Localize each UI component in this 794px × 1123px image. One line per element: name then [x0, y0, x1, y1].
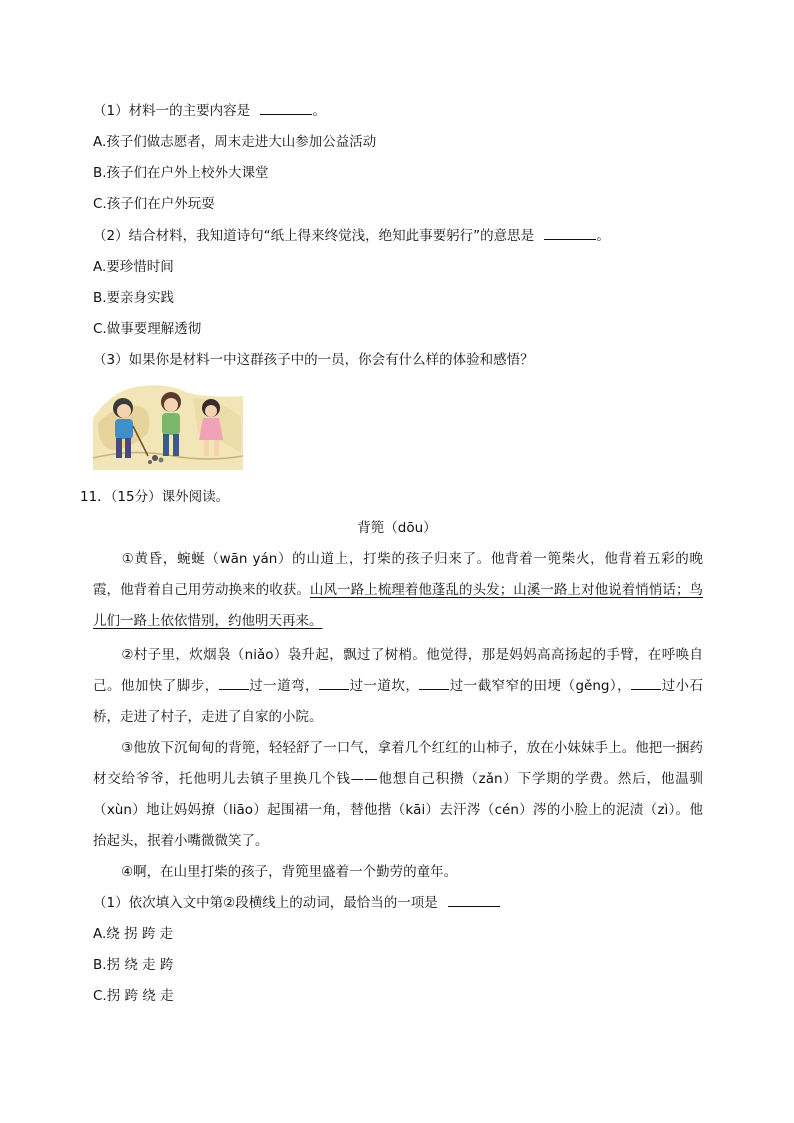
q10-sub2-option-a: A.要珍惜时间: [93, 259, 174, 275]
paragraph-2-text-a: ②村子里，炊烟袅（niǎo）袅升起，飘过了树梢。他觉得，那是妈妈高高扬起的手臂，在呼唤自己。他加快了脚步，: [93, 647, 703, 694]
q11-sub1-option-a: A.绕 拐 跨 走: [93, 926, 174, 942]
passage-paragraph-4: [93, 857, 703, 888]
q11-header: 11．（15分）课外阅读。: [80, 489, 230, 505]
q10-sub2-option-c: C.做事要理解透彻: [93, 321, 202, 337]
verb-blank-4[interactable]: [631, 689, 661, 690]
paragraph-4-text: ④啊，在山里打柴的孩子，背篼里盛着一个勤劳的童年。: [121, 864, 458, 880]
q10-sub2-option-b: B.要亲身实践: [93, 290, 175, 306]
q10-sub1-label: （1）材料一的主要内容是: [93, 103, 251, 119]
passage-title: 背篼（dōu）: [357, 520, 437, 536]
paragraph-2-text-b: 过一道弯，: [248, 678, 319, 694]
q10-sub1-option-c: C.孩子们在户外玩耍: [93, 196, 215, 212]
underlined-sentence: 山风一路上梳理着他蓬乱的头发；山溪一路上对他说着悄悄话；鸟儿们一路上依依惜别，约他明天再来。: [93, 582, 704, 629]
answer-blank[interactable]: [544, 239, 596, 240]
verb-blank-2[interactable]: [319, 689, 349, 690]
paragraph-2-text-e: 过小石桥，走进了村子，走进了自家的小院。: [93, 678, 704, 725]
answer-blank[interactable]: [260, 114, 312, 115]
q10-sub1-end: 。: [312, 103, 326, 119]
passage-paragraph-2: [93, 640, 703, 733]
q10-sub2-end: 。: [596, 228, 610, 244]
paragraph-2-text-d: 过一截窄窄的田埂（gěng），: [449, 678, 632, 694]
q10-sub3: （3）如果你是材料一中这群孩子中的一员，你会有什么样的体验和感悟？: [93, 352, 534, 368]
q10-sub1: [93, 101, 326, 121]
paragraph-2-text-c: 过一道坎，: [349, 678, 420, 694]
q10-sub2-label: （2）结合材料，我知道诗句“纸上得来终觉浅，绝知此事要躬行”的意思是: [93, 228, 535, 244]
children-hiking-illustration: [93, 378, 243, 470]
q10-sub1-option-b: B.孩子们在户外上校外大课堂: [93, 165, 269, 181]
answer-blank[interactable]: [448, 906, 500, 907]
q10-sub1-option-a: A.孩子们做志愿者，周末走进大山参加公益活动: [93, 134, 377, 150]
passage-paragraph-1: [93, 544, 703, 637]
verb-blank-1[interactable]: [219, 689, 249, 690]
passage-paragraph-3: [93, 733, 703, 857]
q10-sub2: [93, 226, 610, 246]
paragraph-3-text: ③他放下沉甸甸的背篼，轻轻舒了一口气，拿着几个红红的山柿子，放在小妹妹手上。他把一捆药材交给爷爷，托他明儿去镇子里换几个钱——他想自己积攒（zǎn）下学期的学费。然后，他温驯（xùn）地让妈妈撩（liāo）起围裙一角，替他揩（kāi）去汗涔（cén）涔的小脸上的泥渍（zì）。他抬起头，抿着小嘴微微笑了。: [93, 740, 703, 849]
q11-sub1-option-b: B.拐 绕 走 跨: [93, 957, 174, 973]
q11-sub1: [93, 893, 500, 913]
paragraph-1-text: ①黄昏，蜿蜒（wān yán）的山道上，打柴的孩子归来了。他背着一篼柴火，他背着五彩的晚霞，他背着自己用劳动换来的收获。: [93, 551, 703, 598]
q11-sub1-label: （1）依次填入文中第②段横线上的动词，最恰当的一项是: [93, 895, 438, 911]
verb-blank-3[interactable]: [419, 689, 449, 690]
q11-sub1-option-c: C.拐 跨 绕 走: [93, 988, 174, 1004]
